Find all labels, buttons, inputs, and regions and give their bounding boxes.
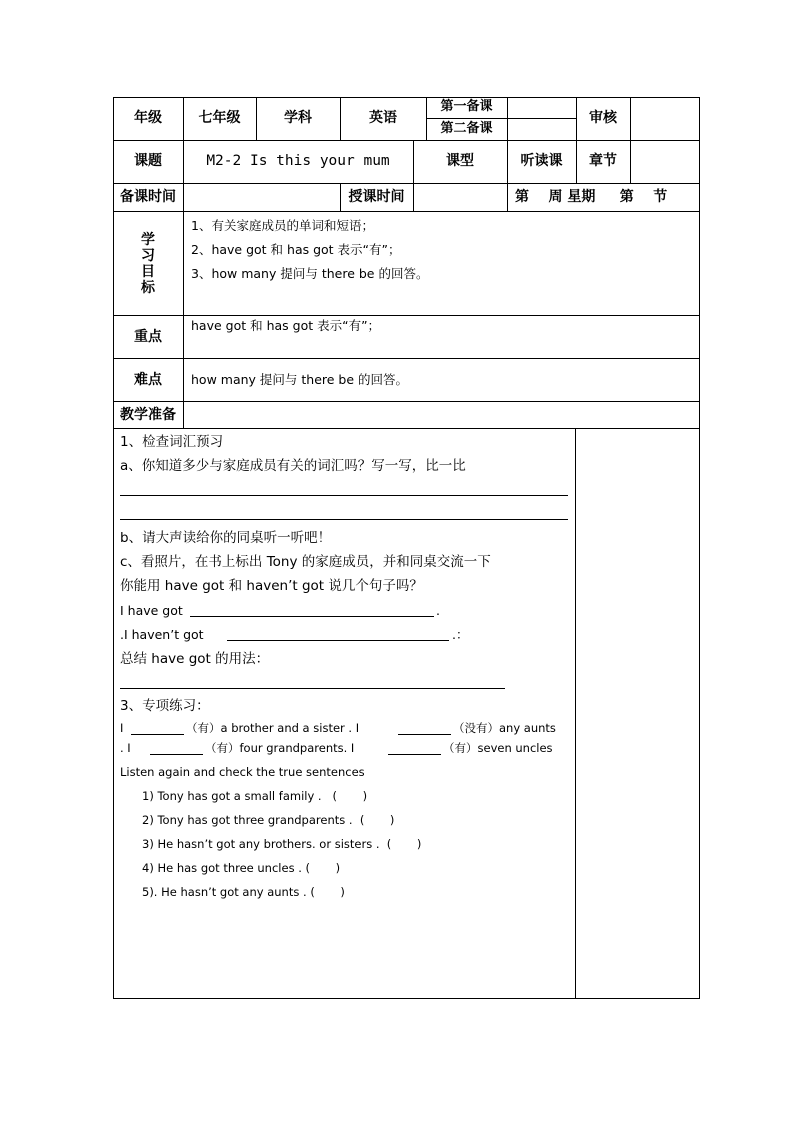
answer-line — [120, 495, 568, 496]
fill-blank[interactable] — [150, 754, 203, 755]
fill-blank[interactable] — [227, 640, 449, 641]
exercise-2-end: （有）seven uncles — [443, 741, 553, 755]
col-divider — [183, 183, 184, 211]
goals-label-char: 目 — [141, 264, 155, 280]
col-divider — [413, 183, 414, 211]
type-label: 课型 — [446, 153, 474, 169]
key-point-label: 重点 — [134, 329, 162, 345]
fill-blank[interactable] — [131, 734, 184, 735]
listen-title: Listen again and check the true sentences — [120, 765, 365, 779]
row-divider — [113, 428, 700, 429]
exercise-1-start: I — [120, 721, 124, 735]
section-1-question: 你能用 have got 和 haven’t got 说几个句子吗？ — [120, 578, 423, 594]
row-divider — [113, 140, 700, 141]
chapter-label: 章节 — [589, 153, 617, 169]
prep-divider — [426, 118, 576, 119]
goals-label-char: 学 — [141, 232, 155, 248]
goal-item: 1、有关家庭成员的单词和短语； — [191, 218, 374, 233]
goal-item: 3、how many 提问与 there be 的回答。 — [191, 266, 429, 281]
second-prep-label: 第二备课 — [440, 121, 493, 136]
fill-blank[interactable] — [388, 754, 441, 755]
summary-prompt: 总结 have got 的用法： — [120, 651, 270, 667]
listen-item: 5). He hasn’t got any aunts . ( ) — [142, 885, 345, 899]
section-1-a: a、你知道多少与家庭成员有关的词汇吗？写一写，比一比 — [120, 458, 466, 474]
section-1-b: b、请大声读给你的同桌听一听吧！ — [120, 530, 332, 546]
have-got-end: . — [436, 603, 440, 618]
row-divider — [113, 401, 700, 402]
review-label: 审核 — [589, 110, 617, 126]
havent-got-prompt: .I haven’t got — [120, 627, 204, 642]
row-divider — [113, 315, 700, 316]
difficulty-label: 难点 — [134, 372, 162, 388]
type-value: 听读课 — [520, 153, 563, 169]
goal-item: 2、have got 和 has got 表示“有”； — [191, 242, 401, 257]
section-3-title: 3、专项练习： — [120, 698, 210, 714]
have-got-prompt: I have got — [120, 603, 183, 618]
fill-blank[interactable] — [398, 734, 451, 735]
first-prep-label: 第一备课 — [440, 99, 493, 114]
listen-item: 1) Tony has got a small family . ( ) — [142, 789, 368, 803]
goals-label-char: 标 — [141, 280, 155, 296]
fill-blank[interactable] — [190, 616, 434, 617]
prep-time-label: 备课时间 — [120, 189, 176, 205]
preparation-label: 教学准备 — [120, 407, 176, 423]
row-divider — [113, 358, 700, 359]
listen-item: 2) Tony has got three grandparents . ( ) — [142, 813, 395, 827]
listen-item: 4) He has got three uncles . ( ) — [142, 861, 341, 875]
difficulty-text: how many 提问与 there be 的回答。 — [191, 372, 409, 387]
teach-time-label: 授课时间 — [348, 189, 405, 205]
key-point-text: have got 和 has got 表示“有”； — [191, 318, 381, 333]
subject-value: 英语 — [369, 110, 397, 126]
answer-line — [120, 519, 568, 520]
col-divider — [630, 140, 631, 183]
goals-label — [113, 232, 183, 296]
exercise-2-start: . I — [120, 741, 131, 755]
section-1-c: c、看照片，在书上标出 Tony 的家庭成员，并和同桌交流一下 — [120, 554, 491, 570]
col-divider — [183, 211, 184, 428]
col-divider — [575, 428, 576, 999]
grade-value: 七年级 — [198, 110, 241, 126]
col-divider — [630, 97, 631, 140]
exercise-1-end: （没有）any aunts — [453, 721, 556, 735]
week-period-text: 第 周 星期 第 节 — [515, 189, 668, 205]
topic-value: M2-2 Is this your mum — [206, 153, 390, 169]
exercise-2-mid: （有）four grandparents. I — [205, 741, 355, 755]
havent-got-end: .： — [452, 627, 469, 642]
listen-item: 3) He hasn’t got any brothers. or sisters . ( ) — [142, 837, 422, 851]
col-divider — [507, 97, 508, 140]
answer-line — [120, 688, 505, 689]
section-1-title: 1、检查词汇预习 — [120, 434, 224, 450]
goals-label-char: 习 — [141, 248, 155, 264]
row-divider — [113, 211, 700, 212]
topic-label: 课题 — [134, 153, 162, 169]
col-divider — [507, 183, 508, 211]
grade-label: 年级 — [134, 110, 162, 126]
exercise-1-mid: （有）a brother and a sister . I — [186, 721, 360, 735]
row-divider — [113, 183, 700, 184]
subject-label: 学科 — [284, 110, 312, 126]
